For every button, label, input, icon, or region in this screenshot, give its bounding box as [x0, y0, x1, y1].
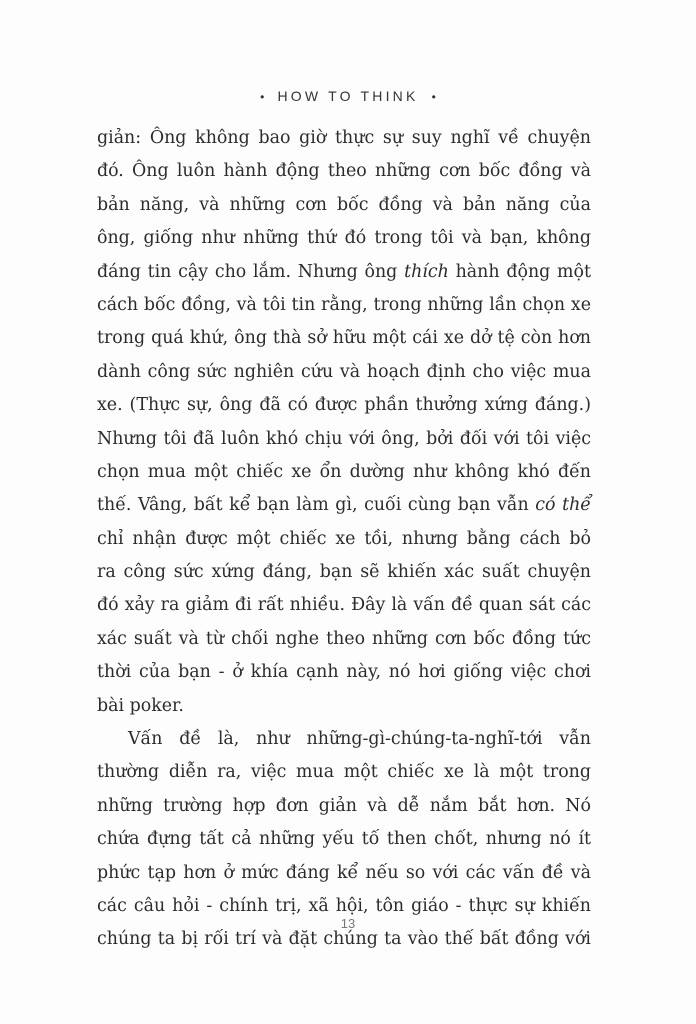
italic-text: có thể	[535, 495, 591, 516]
text-segment: giản: Ông không bao giờ thực sự suy nghĩ về chuyện	[97, 128, 591, 148]
text-line	[97, 790, 591, 823]
text-line	[97, 456, 591, 489]
header-bullet-left: •	[260, 90, 265, 104]
text-segment: ông, giống như những thứ đó trong tôi và bạn, không	[97, 228, 591, 249]
text-segment: chỉ nhận được một chiếc xe tồi, nhưng bằng cách bỏ	[97, 528, 591, 549]
text-line	[97, 122, 591, 155]
text-line	[97, 723, 591, 756]
text-segment: ra công sức xứng đáng, bạn sẽ khiến xác suất chuyện	[97, 562, 591, 583]
text-segment: Nhưng tôi đã luôn khó chịu với ông, bởi đối với tôi việc	[97, 428, 591, 449]
text-segment: thường diễn ra, việc mua một chiếc xe là một trong	[97, 762, 591, 783]
text-segment: bản năng, và những cơn bốc đồng và bản năng của	[97, 194, 591, 215]
text-line	[97, 489, 591, 522]
text-segment: chứa đựng tất cả những yếu tố then chốt, nhưng nó ít	[97, 829, 591, 850]
text-line	[97, 857, 591, 890]
text-segment: những trường hợp đơn giản và dễ nắm bắt hơn. Nó	[97, 795, 591, 816]
text-line	[97, 322, 591, 355]
text-segment: các câu hỏi - chính trị, xã hội, tôn giáo - thực sự khiến	[97, 895, 591, 916]
text-segment: đó xảy ra giảm đi rất nhiều. Đây là vấn đề quan sát các	[97, 595, 591, 616]
page-number: 13	[340, 916, 356, 931]
body-text	[97, 122, 591, 957]
text-line	[97, 356, 591, 389]
text-segment: chọn mua một chiếc xe ổn dường như không khó đến	[97, 461, 591, 482]
text-line	[97, 589, 591, 622]
text-segment: xác suất và từ chối nghe theo những cơn bốc đồng tức	[97, 628, 591, 649]
text-segment: xe. (Thực sự, ông đã có được phần thưởng xứng đáng.)	[97, 395, 591, 416]
italic-text: thích	[404, 261, 449, 282]
running-header-title: HOW TO THINK	[277, 88, 419, 104]
text-segment: thời của bạn - ở khía cạnh này, nó hơi giống việc chơi	[97, 662, 591, 683]
text-line	[97, 256, 591, 289]
text-segment: trong quá khứ, ông thà sở hữu một cái xe dở tệ còn hơn	[97, 328, 591, 349]
text-segment: dành công sức nghiên cứu và hoạch định cho việc mua	[97, 361, 591, 382]
text-segment: Vấn đề là, như những-gì-chúng-ta-nghĩ-tới vẫn	[128, 729, 591, 750]
text-segment: chúng ta bị rối trí và đặt chúng ta vào thế bất đồng với	[97, 929, 591, 950]
paragraph	[97, 122, 591, 723]
text-line	[97, 656, 591, 689]
text-line	[97, 289, 591, 322]
text-line	[97, 389, 591, 422]
text-line	[97, 756, 591, 789]
running-header	[0, 88, 696, 104]
text-line	[97, 556, 591, 589]
text-segment: phức tạp hơn ở mức đáng kể nếu so với các vấn đề và	[97, 862, 591, 883]
text-segment: thế. Vâng, bất kể bạn làm gì, cuối cùng bạn vẫn	[97, 495, 536, 516]
text-line	[97, 423, 591, 456]
text-segment: hành động một	[448, 261, 592, 282]
header-bullet-right: •	[431, 90, 436, 104]
text-line	[97, 523, 591, 556]
text-line	[97, 823, 591, 856]
text-line	[97, 189, 591, 222]
text-line	[97, 222, 591, 255]
text-segment: cách bốc đồng, và tôi tin rằng, trong những lần chọn xe	[97, 294, 591, 315]
text-segment: đáng tin cậy cho lắm. Nhưng ông	[97, 261, 405, 282]
text-segment: bài poker.	[97, 695, 184, 716]
text-segment: đó. Ông luôn hành động theo những cơn bốc đồng và	[97, 161, 591, 182]
text-line	[97, 155, 591, 188]
text-line	[97, 623, 591, 656]
text-line	[97, 690, 591, 723]
